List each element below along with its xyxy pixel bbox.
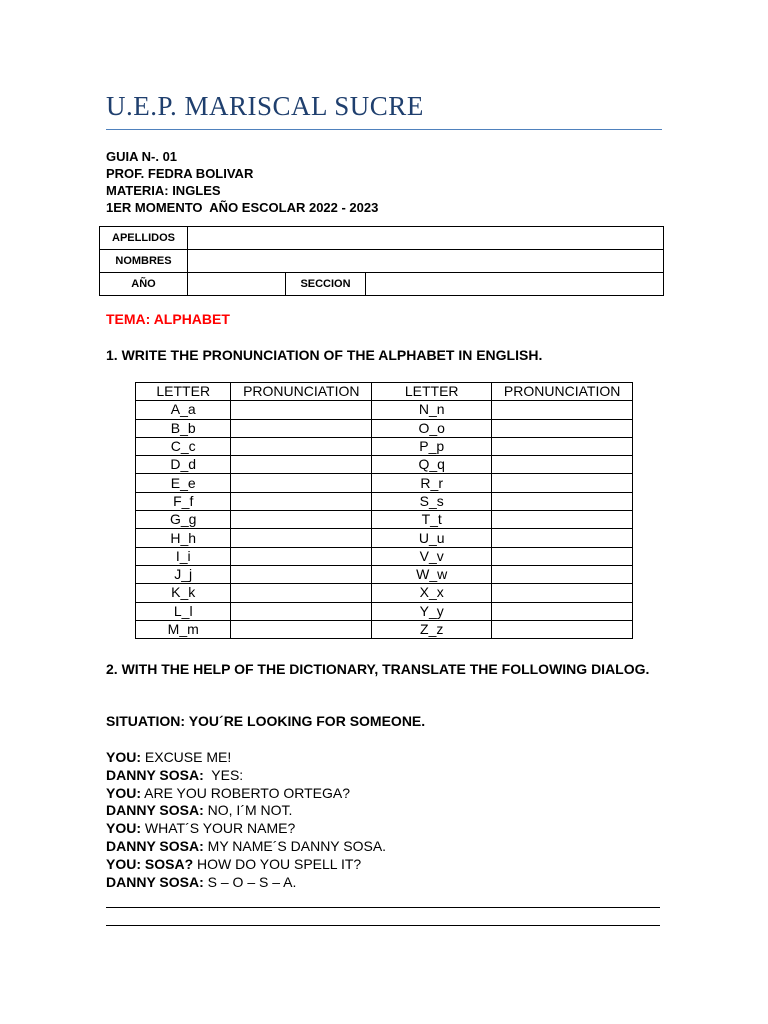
speaker-label: DANNY SOSA: — [106, 837, 204, 854]
seccion-field[interactable] — [366, 273, 664, 296]
letter-cell: A_a — [136, 401, 231, 419]
pronunciation-cell[interactable] — [231, 584, 372, 602]
letter-cell: P_p — [372, 437, 492, 455]
question-1: 1. WRITE THE PRONUNCIATION OF THE ALPHABET IN ENGLISH. — [106, 347, 543, 363]
pronunciation-cell[interactable] — [492, 547, 633, 565]
dialog-line — [106, 838, 386, 856]
pronunciation-cell[interactable] — [492, 584, 633, 602]
pronunciation-cell[interactable] — [492, 401, 633, 419]
letter-cell: N_n — [372, 401, 492, 419]
table-row — [136, 529, 633, 547]
speaker-label: YOU: — [106, 784, 141, 801]
letter-cell: W_w — [372, 565, 492, 583]
school-period: 1ER MOMENTO AÑO ESCOLAR 2022 - 2023 — [106, 200, 379, 215]
pronunciation-cell[interactable] — [231, 492, 372, 510]
ano-field[interactable] — [188, 273, 286, 296]
situation: SITUATION: YOU´RE LOOKING FOR SOMEONE. — [106, 713, 426, 729]
table-row — [136, 511, 633, 529]
title-divider — [106, 129, 662, 130]
dialog-line — [106, 820, 386, 838]
pronunciation-cell[interactable] — [492, 456, 633, 474]
letter-cell: O_o — [372, 419, 492, 437]
dialog-text: S – O – S – A. — [203, 873, 297, 890]
dialog-text: ARE YOU ROBERTO ORTEGA? — [141, 784, 351, 801]
letter-cell: J_j — [136, 565, 231, 583]
dialog — [106, 749, 386, 891]
letter-cell: E_e — [136, 474, 231, 492]
letter-cell: Y_y — [372, 602, 492, 620]
letter-cell: V_v — [372, 547, 492, 565]
speaker-label: YOU: SOSA? — [106, 855, 194, 872]
pronunciation-cell[interactable] — [231, 401, 372, 419]
pronunciation-cell[interactable] — [231, 511, 372, 529]
pronunciation-cell[interactable] — [231, 602, 372, 620]
dialog-text: NO, I´M NOT. — [203, 802, 293, 819]
letter-header: LETTER — [136, 383, 231, 401]
table-row — [136, 419, 633, 437]
page-title: U.E.P. MARISCAL SUCRE — [106, 91, 424, 121]
letter-cell: M_m — [136, 620, 231, 638]
dialog-line — [106, 749, 386, 767]
question-2: 2. WITH THE HELP OF THE DICTIONARY, TRANSLATE THE FOLLOWING DIALOG. — [106, 661, 650, 677]
letter-cell: D_d — [136, 456, 231, 474]
seccion-label: SECCION — [286, 273, 366, 296]
dialog-text: YES: — [203, 766, 244, 783]
pronunciation-cell[interactable] — [492, 492, 633, 510]
dialog-text: MY NAME´S DANNY SOSA. — [203, 837, 387, 854]
letter-header: LETTER — [372, 383, 492, 401]
pronunciation-cell[interactable] — [492, 620, 633, 638]
letter-cell: L_l — [136, 602, 231, 620]
apellidos-label: APELLIDOS — [100, 227, 188, 250]
header-info — [106, 148, 378, 216]
pronunciation-cell[interactable] — [492, 602, 633, 620]
answer-line[interactable] — [106, 907, 660, 908]
table-row — [136, 437, 633, 455]
letter-cell: R_r — [372, 474, 492, 492]
topic-heading: TEMA: ALPHABET — [106, 311, 230, 327]
pronunciation-cell[interactable] — [231, 456, 372, 474]
dialog-line — [106, 874, 386, 892]
letter-cell: I_i — [136, 547, 231, 565]
nombres-field[interactable] — [188, 250, 664, 273]
letter-cell: T_t — [372, 511, 492, 529]
dialog-text: HOW DO YOU SPELL IT? — [193, 855, 362, 872]
teacher-name: PROF. FEDRA BOLIVAR — [106, 166, 254, 181]
pronunciation-cell[interactable] — [492, 419, 633, 437]
pronunciation-cell[interactable] — [492, 529, 633, 547]
letter-cell: Q_q — [372, 456, 492, 474]
table-row — [136, 602, 633, 620]
pronunciation-cell[interactable] — [231, 419, 372, 437]
dialog-line — [106, 802, 386, 820]
dialog-line — [106, 767, 386, 785]
dialog-text: WHAT´S YOUR NAME? — [141, 820, 296, 837]
pronunciation-header: PRONUNCIATION — [492, 383, 633, 401]
speaker-label: YOU: — [106, 820, 141, 837]
speaker-label: DANNY SOSA: — [106, 766, 204, 783]
student-info-table — [99, 226, 664, 296]
pronunciation-cell[interactable] — [492, 437, 633, 455]
table-row — [136, 565, 633, 583]
table-row — [136, 547, 633, 565]
table-row — [136, 401, 633, 419]
pronunciation-cell[interactable] — [231, 565, 372, 583]
pronunciation-cell[interactable] — [231, 547, 372, 565]
table-row — [136, 474, 633, 492]
table-row — [136, 456, 633, 474]
pronunciation-header: PRONUNCIATION — [231, 383, 372, 401]
pronunciation-cell[interactable] — [492, 565, 633, 583]
pronunciation-cell[interactable] — [231, 529, 372, 547]
letter-cell: S_s — [372, 492, 492, 510]
letter-cell: F_f — [136, 492, 231, 510]
speaker-label: YOU: — [106, 749, 141, 765]
pronunciation-cell[interactable] — [231, 620, 372, 638]
dialog-line — [106, 856, 386, 874]
pronunciation-cell[interactable] — [231, 474, 372, 492]
pronunciation-cell[interactable] — [231, 437, 372, 455]
ano-label: AÑO — [100, 273, 188, 296]
speaker-label: DANNY SOSA: — [106, 802, 204, 819]
table-row — [136, 620, 633, 638]
speaker-label: DANNY SOSA: — [106, 873, 204, 890]
answer-line[interactable] — [106, 925, 660, 926]
letter-cell: B_b — [136, 419, 231, 437]
guide-number: GUIA N-. 01 — [106, 149, 178, 164]
dialog-text: EXCUSE ME! — [141, 749, 232, 765]
letter-cell: U_u — [372, 529, 492, 547]
subject: MATERIA: INGLES — [106, 183, 221, 198]
letter-cell: G_g — [136, 511, 231, 529]
table-row — [136, 492, 633, 510]
letter-cell: Z_z — [372, 620, 492, 638]
letter-cell: C_c — [136, 437, 231, 455]
alphabet-table — [135, 382, 633, 639]
letter-cell: K_k — [136, 584, 231, 602]
pronunciation-cell[interactable] — [492, 511, 633, 529]
dialog-line — [106, 785, 386, 803]
letter-cell: X_x — [372, 584, 492, 602]
nombres-label: NOMBRES — [100, 250, 188, 273]
table-row — [136, 584, 633, 602]
letter-cell: H_h — [136, 529, 231, 547]
apellidos-field[interactable] — [188, 227, 664, 250]
pronunciation-cell[interactable] — [492, 474, 633, 492]
